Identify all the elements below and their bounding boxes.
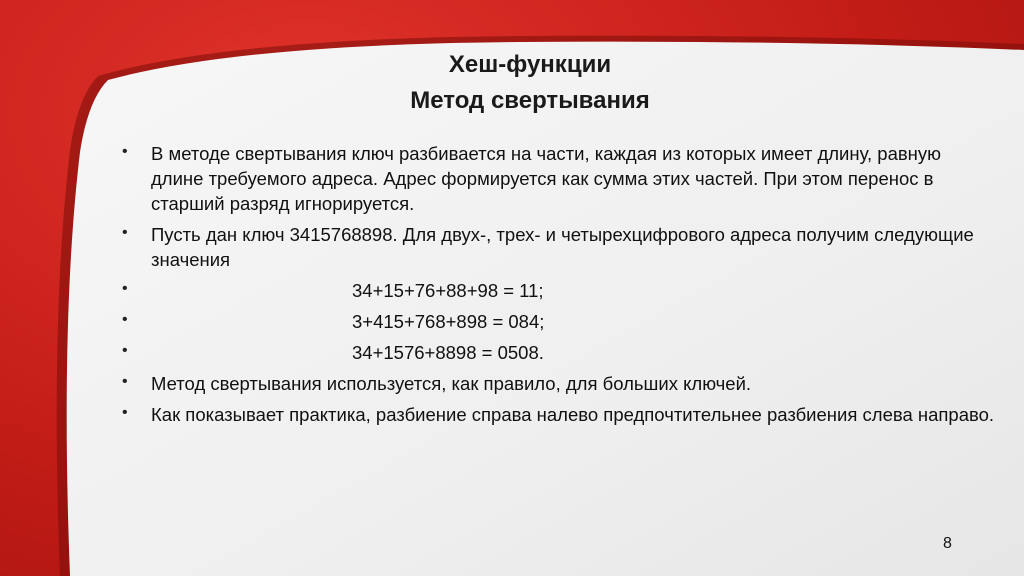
slide-number: 8: [943, 535, 952, 552]
list-item-text: Пусть дан ключ 3415768898. Для двух-, трех- и четырехцифрового адреса получим следующие значения: [151, 224, 974, 270]
bullet-icon: •: [122, 224, 128, 241]
bullet-icon: •: [122, 143, 128, 160]
list-item-formula: [118, 309, 998, 334]
list-item-text: Метод свертывания используется, как правило, для больших ключей.: [151, 373, 752, 394]
slide-subtitle: Метод свертывания: [410, 87, 650, 114]
bullet-icon: •: [122, 342, 128, 359]
list-item-text: Как показывает практика, разбиение справа налево предпочтительнее разбиения слева направо.: [151, 404, 995, 425]
bullet-list: [118, 141, 998, 433]
formula-text: 34+15+76+88+98 = 11;: [352, 280, 544, 301]
list-item: [118, 371, 998, 396]
bullet-icon: •: [122, 311, 128, 328]
list-item-formula: [118, 340, 998, 365]
bullet-icon: •: [122, 280, 128, 297]
list-item-formula: [118, 278, 998, 303]
list-item: [118, 402, 998, 427]
formula-text: 3+415+768+898 = 084;: [352, 311, 545, 332]
list-item: [118, 222, 998, 272]
bullet-icon: •: [122, 373, 128, 390]
bullet-icon: •: [122, 404, 128, 421]
list-item-text: В методе свертывания ключ разбивается на части, каждая из которых имеет длину, равную длине требуемого адреса. Адрес формируется как сумма этих частей. При этом перенос в старший разряд игнорируется.: [151, 143, 942, 214]
formula-text: 34+1576+8898 = 0508.: [352, 342, 544, 363]
slide-title: Хеш-функции: [448, 51, 612, 78]
list-item: [118, 141, 998, 216]
